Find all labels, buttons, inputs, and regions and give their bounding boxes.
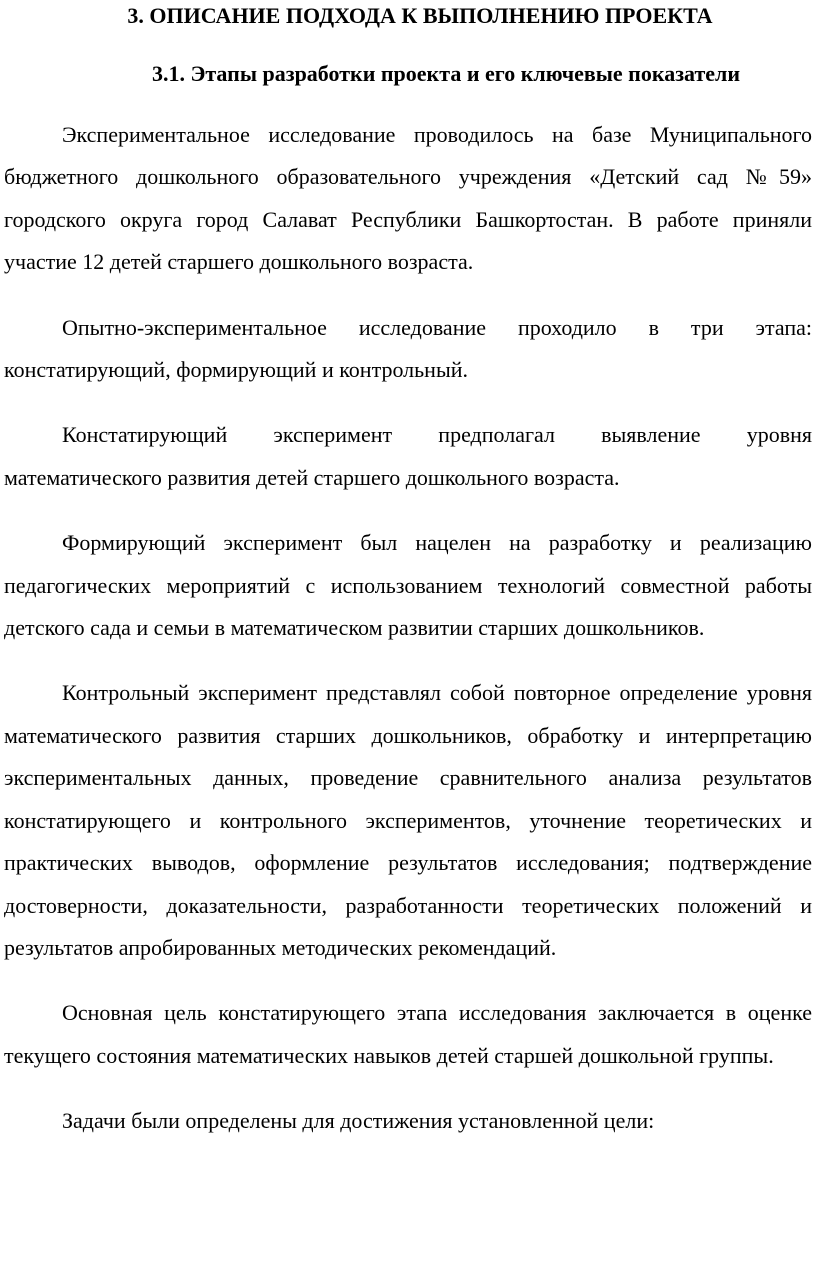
section-heading: 3. ОПИСАНИЕ ПОДХОДА К ВЫПОЛНЕНИЮ ПРОЕКТА bbox=[127, 3, 713, 28]
paragraph-stages: Опытно-экспериментальное исследование проходило в три этапа: констатирующий, формирующий и контрольный. bbox=[4, 314, 812, 383]
paragraph-forming: Формирующий эксперимент был нацелен на разработку и реализацию педагогических мероприятий с использованием технологий совместной работы детского сада и семьи в математическом развитии старших дошкольников. bbox=[4, 530, 812, 641]
paragraph-ascertaining: Констатирующий эксперимент предполагал выявление уровня математического развития детей старшего дошкольного возраста. bbox=[4, 422, 812, 490]
paragraph-tasks: Задачи были определены для достижения установленной цели: bbox=[62, 1108, 655, 1134]
paragraph-research-base: Экспериментальное исследование проводилось на базе Муниципального бюджетного дошкольного образовательного учреждения «Детский сад №59» городского округа город Салават Республики Башкортостан. В работе приняли участие 12 детей старшего дошкольного возраста. bbox=[4, 122, 812, 275]
paragraph-main-goal: Основная цель констатирующего этапа исследования заключается в оценке текущего состояния математических навыков детей старшей дошкольной группы. bbox=[4, 1000, 812, 1068]
subsection-heading: 3.1. Этапы разработки проекта и его ключевые показатели bbox=[151, 61, 741, 86]
paragraph-control: Контрольный эксперимент представлял собой повторное определение уровня математического развития старших дошкольников, обработку и интерпретацию экспериментальных данных, проведение сравнительного анализа результатов констатирующего и контрольного экспериментов, уточнение теоретических и практических выводов, оформление результатов исследования; подтверждение достоверности, доказательности, разработанности теоретических положений и результатов апробированных методических рекомендаций. bbox=[4, 680, 812, 960]
